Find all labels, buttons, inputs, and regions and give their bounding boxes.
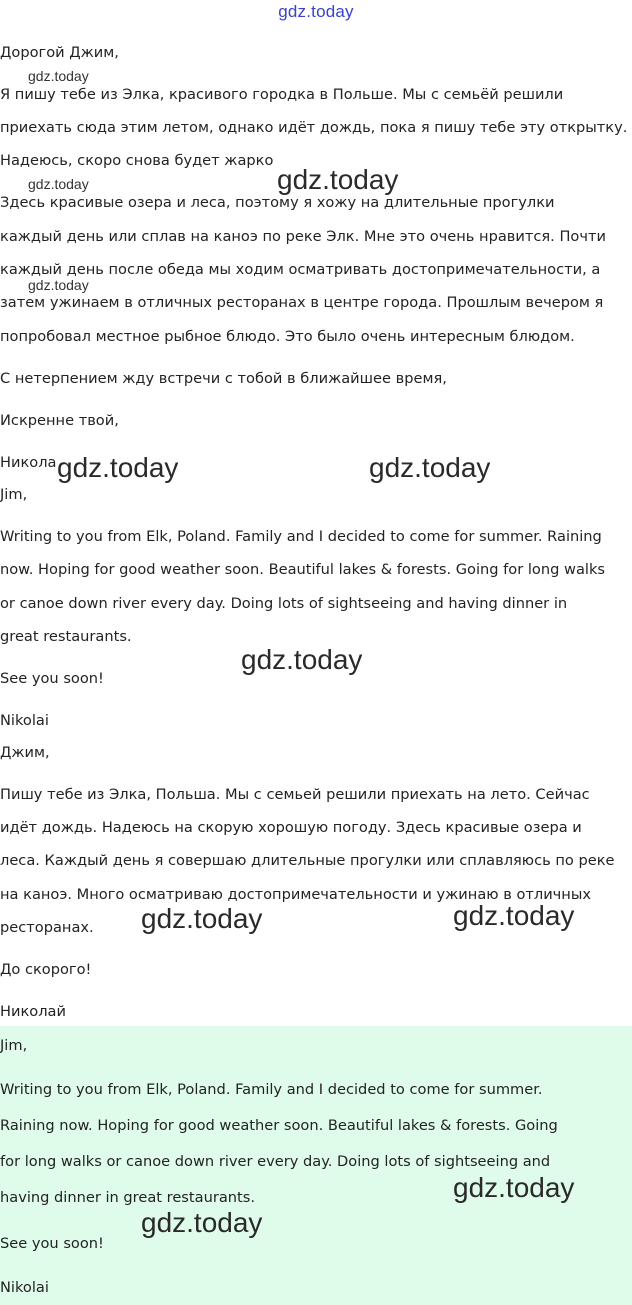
letter-line: Я пишу тебе из Элка, красивого городка в Польше. Мы с семьёй решили xyxy=(0,86,564,103)
letter-line: Здесь красивые озера и леса, поэтому я хожу на длительные прогулки xyxy=(0,194,555,211)
note-line: now. Hoping for good weather soon. Beautiful lakes & forests. Going for long walks xyxy=(0,561,605,578)
ru-note-line: ресторанах. xyxy=(0,919,94,936)
watermark: gdz.today xyxy=(57,452,179,483)
letter-signature: Никола xyxy=(0,454,57,471)
answer-line: Raining now. Hoping for good weather soon. Beautiful lakes & forests. Going xyxy=(0,1117,558,1134)
letter-closing-line: С нетерпением жду встречи с тобой в ближайшее время, xyxy=(0,370,447,387)
letter-line: попробовал местное рыбное блюдо. Это было очень интересным блюдом. xyxy=(0,328,575,345)
answer-greeting: Jim, xyxy=(0,1037,28,1054)
note-line: great restaurants. xyxy=(0,628,132,645)
ru-note-signature: Николай xyxy=(0,1003,66,1020)
letter-line: каждый день или сплав на каноэ по реке Элк. Мне это очень нравится. Почти xyxy=(0,228,606,245)
letter-greeting: Дорогой Джим, xyxy=(0,44,119,61)
watermark: gdz.today xyxy=(28,68,89,84)
ru-note-line: леса. Каждый день я совершаю длительные прогулки или сплавляюсь по реке xyxy=(0,852,615,869)
note-signature: Nikolai xyxy=(0,712,49,729)
watermark: gdz.today xyxy=(141,903,263,934)
letter-line: затем ужинаем в отличных ресторанах в центре города. Прошлым вечером я xyxy=(0,294,604,311)
watermark: gdz.today xyxy=(28,176,89,192)
site-logo[interactable]: gdz.today xyxy=(278,2,354,21)
watermark: gdz.today xyxy=(241,644,363,675)
note-line: or canoe down river every day. Doing lots of sightseeing and having dinner in xyxy=(0,595,568,612)
ru-note-line: идёт дождь. Надеюсь на скорую хорошую погоду. Здесь красивые озера и xyxy=(0,819,582,836)
watermark: gdz.today xyxy=(453,900,575,931)
answer-signature: Nikolai xyxy=(0,1279,49,1296)
watermark: gdz.today xyxy=(28,277,89,293)
note-line: Writing to you from Elk, Poland. Family and I decided to come for summer. Raining xyxy=(0,528,602,545)
ru-note-closing: До скорого! xyxy=(0,961,92,978)
note-closing: See you soon! xyxy=(0,670,104,687)
answer-line: Writing to you from Elk, Poland. Family and I decided to come for summer. xyxy=(0,1081,543,1098)
ru-note-line: на каноэ. Много осматриваю достопримечательности и ужинаю в отличных xyxy=(0,886,592,903)
note-greeting: Jim, xyxy=(0,486,28,503)
letter-line: приехать сюда этим летом, однако идёт дождь, пока я пишу тебе эту открытку. xyxy=(0,119,628,136)
letter-sign-off: Искренне твой, xyxy=(0,412,119,429)
watermark: gdz.today xyxy=(453,1172,575,1203)
answer-line: having dinner in great restaurants. xyxy=(0,1189,255,1206)
answer-line: for long walks or canoe down river every day. Doing lots of sightseeing and xyxy=(0,1153,551,1170)
watermark: gdz.today xyxy=(369,452,491,483)
watermark: gdz.today xyxy=(277,164,399,195)
ru-note-greeting: Джим, xyxy=(0,744,50,761)
watermark: gdz.today xyxy=(141,1207,263,1238)
ru-note-line: Пишу тебе из Элка, Польша. Мы с семьей решили приехать на лето. Сейчас xyxy=(0,786,590,803)
letter-line: Надеюсь, скоро снова будет жарко xyxy=(0,152,274,169)
answer-closing: See you soon! xyxy=(0,1235,104,1252)
letter-line: каждый день после обеда мы ходим осматривать достопримечательности, а xyxy=(0,261,601,278)
